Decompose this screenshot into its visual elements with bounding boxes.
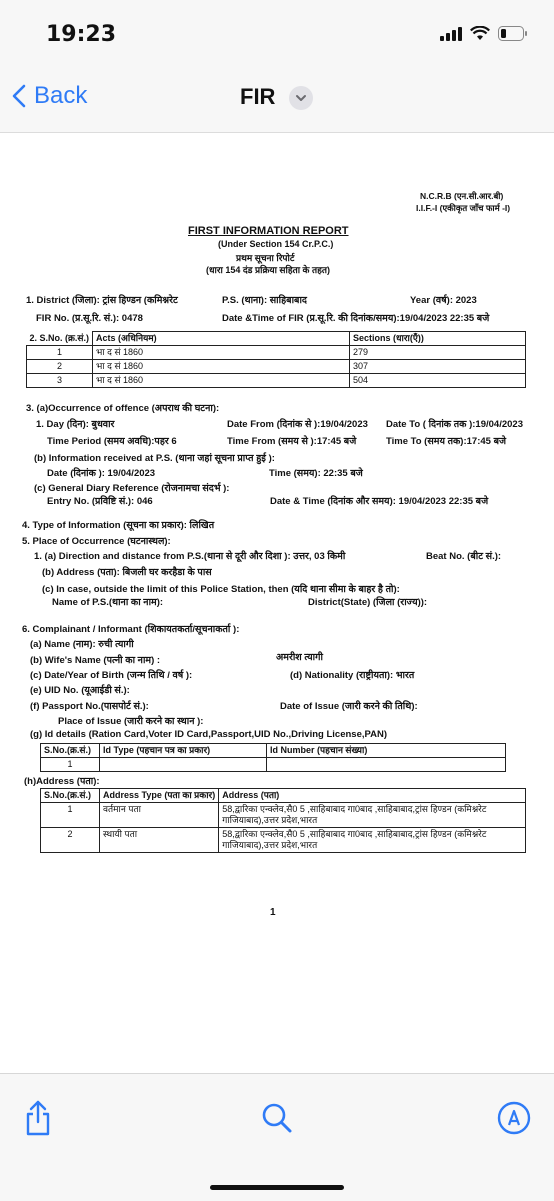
act-cell: भा द सं 1860	[93, 360, 350, 374]
beat-number-field: Beat No. (बीट सं.):	[426, 551, 502, 562]
section-cell: 307	[350, 360, 526, 374]
acts-row	[27, 346, 526, 360]
date-of-issue-field: Date of Issue (जारी करने की तिथि):	[280, 701, 418, 712]
hindi-title: प्रथम सूचना रिपोर्ट	[236, 253, 295, 263]
ncrb-label: N.C.R.B (एन.सी.आर.बी)	[420, 191, 504, 201]
acts-row	[27, 374, 526, 388]
act-cell: भा द सं 1860	[93, 346, 350, 360]
id-type-header: Id Type (पहचान पत्र का प्रकार)	[100, 744, 267, 758]
id-type-cell	[100, 758, 267, 772]
addr-type-header: Address Type (पता का प्रकार)	[100, 789, 219, 803]
wifi-icon	[470, 26, 490, 41]
wife-name-value: अमरीश त्यागी	[276, 652, 323, 663]
complainant-label: 6. Complainant / Informant (शिकायतकर्ता/सूचनाकर्ता ):	[22, 624, 240, 635]
title-menu-button[interactable]	[289, 86, 313, 110]
acts-row	[27, 360, 526, 374]
info-time-field: Time (समय): 22:35 बजे	[269, 468, 363, 479]
search-button[interactable]	[257, 1098, 297, 1138]
address-row	[41, 828, 526, 853]
district-field: 1. District (जिला): ट्रांस हिण्डन (कमिश्नरेट	[26, 295, 178, 306]
addr-sno-cell: 1	[41, 803, 100, 828]
place-of-occurrence-label: 5. Place of Occurrence (घटनास्थल):	[22, 536, 171, 547]
outside-limit-label: (c) In case, outside the limit of this Police Station, then (यदि थाना सीमा के बाहर है तो):	[42, 584, 400, 595]
id-sno-header: S.No.(क्र.सं.)	[41, 744, 100, 758]
act-cell: भा द सं 1860	[93, 374, 350, 388]
section-cell: 504	[350, 374, 526, 388]
time-from-field: Time From (समय से ):17:45 बजे	[227, 436, 357, 447]
date-to-field: Date To ( दिनांक तक ):19/04/2023	[386, 419, 523, 430]
addr-header: Address (पता)	[219, 789, 526, 803]
addr-line: 58,द्वारिका एन्क्लेव,सै0 5 ,साहिबाबाद गा0बाद ,साहिबाबाद,ट्रांस हिण्डन (कमिश्नरेट	[222, 829, 487, 839]
search-icon	[261, 1102, 293, 1134]
entry-number-field: Entry No. (प्रविष्टि सं.): 046	[47, 496, 153, 507]
direction-distance-field: 1. (a) Direction and distance from P.S.(थाना से दूरी और दिशा ): उत्तर, 03 किमी	[34, 551, 346, 562]
iif-label: I.I.F.-I (एकीकृत जाँच फार्म -I)	[416, 203, 511, 213]
markup-icon	[497, 1101, 531, 1135]
addr-line: 58,द्वारिका एन्क्लेव,सै0 5 ,साहिबाबाद गा0बाद ,साहिबाबाद,ट्रांस हिण्डन (कमिश्नरेट	[222, 804, 487, 814]
ps-name-field: Name of P.S.(थाना का नाम):	[52, 597, 164, 608]
occurrence-label: 3. (a)Occurrence of offence (अपराध की घटना):	[26, 403, 220, 414]
chevron-left-icon	[12, 84, 26, 108]
id-details-table	[40, 743, 506, 772]
fir-page	[0, 133, 554, 933]
year-field: Year (वर्ष): 2023	[410, 295, 477, 306]
address-label: (h)Address (पता):	[24, 776, 100, 787]
addr-sno-cell: 2	[41, 828, 100, 853]
place-of-issue-field: Place of Issue (जारी करने का स्थान ):	[58, 716, 204, 727]
hindi-subtitle: (धारा 154 दंड प्रक्रिया सहिता के तहत)	[206, 265, 331, 275]
id-number-cell	[267, 758, 506, 772]
acts-sno-cell: 2	[27, 360, 93, 374]
uid-field: (e) UID No. (यूआईडी सं.):	[30, 685, 130, 696]
document-title: FIR	[240, 84, 276, 109]
home-indicator[interactable]	[210, 1185, 344, 1190]
acts-table	[26, 331, 526, 388]
sections-header: Sections (धारा(एँ))	[350, 332, 526, 346]
addr-cell	[219, 803, 526, 828]
bottom-toolbar	[0, 1073, 554, 1201]
status-bar	[0, 0, 554, 62]
address-table	[40, 788, 526, 853]
addr-sno-header: S.No.(क्र.सं.)	[41, 789, 100, 803]
section-cell: 279	[350, 346, 526, 360]
id-sno-cell: 1	[41, 758, 100, 772]
addr-type-cell: वर्तमान पता	[100, 803, 219, 828]
id-number-header: Id Number (पहचान संख्या)	[267, 744, 506, 758]
time-period-field: Time Period (समय अवधि):पहर 6	[47, 436, 177, 447]
address-header-row	[41, 789, 526, 803]
markup-button[interactable]	[494, 1098, 534, 1138]
share-icon	[24, 1100, 52, 1136]
acts-header: Acts (अधिनियम)	[93, 332, 350, 346]
police-station-field: P.S. (थाना): साहिबाबाद	[222, 295, 307, 306]
id-row	[41, 758, 506, 772]
back-label: Back	[34, 82, 88, 109]
addr-line: गाजियाबाद),उत्तर प्रदेश,भारत	[222, 815, 318, 825]
gd-datetime-field: Date & Time (दिनांक और समय): 19/04/2023 22:35 बजे	[270, 496, 489, 507]
info-received-label: (b) Information received at P.S. (थाना जहां सूचना प्राप्त हुई ):	[34, 453, 275, 464]
share-button[interactable]	[18, 1098, 58, 1138]
id-details-label: (g) Id details (Ration Card,Voter ID Card,Passport,UID No.,Driving License,PAN)	[30, 729, 388, 740]
acts-sno-header: 2. S.No. (क्र.सं.)	[27, 332, 93, 346]
acts-header-row	[27, 332, 526, 346]
type-of-information: 4. Type of Information (सूचना का प्रकार): लिखित	[22, 520, 215, 531]
under-section: (Under Section 154 Cr.P.C.)	[218, 239, 334, 249]
battery-icon	[498, 26, 528, 41]
page-number: 1	[270, 907, 276, 918]
info-date-field: Date (दिनांक ): 19/04/2023	[47, 468, 156, 479]
day-field: 1. Day (दिन): बुधवार	[36, 419, 115, 430]
occurrence-address-field: (b) Address (पता): बिजली घर करहैडा के पास	[42, 567, 212, 578]
acts-sno-cell: 3	[27, 374, 93, 388]
addr-type-cell: स्थायी पता	[100, 828, 219, 853]
chevron-down-icon	[289, 86, 313, 110]
address-row	[41, 803, 526, 828]
nationality-field: (d) Nationality (राष्ट्रीयता): भारत	[290, 670, 415, 681]
document-viewer[interactable]	[0, 133, 554, 1073]
id-header-row	[41, 744, 506, 758]
gd-reference-label: (c) General Diary Reference (रोजनामचा संदर्भ ):	[34, 483, 230, 494]
system-icons	[440, 26, 528, 41]
complainant-name-field: (a) Name (नाम): रुची त्यागी	[30, 639, 134, 650]
navigation-bar	[0, 62, 554, 133]
fir-number-field: FIR No. (प्र.सू.रि. सं.): 0478	[36, 313, 143, 324]
fir-datetime-field: Date &Time of FIR (प्र.सू.रि. की दिनांक/समय):19/04/2023 22:35 बजे	[222, 313, 490, 324]
addr-line: गाजियाबाद),उत्तर प्रदेश,भारत	[222, 840, 318, 850]
date-from-field: Date From (दिनांक से ):19/04/2023	[227, 419, 368, 430]
back-button[interactable]	[12, 82, 87, 110]
district-state-field: District(State) (जिला (राज्य)):	[308, 597, 428, 608]
addr-cell	[219, 828, 526, 853]
passport-field: (f) Passport No.(पासपोर्ट सं.):	[30, 701, 149, 712]
report-heading: FIRST INFORMATION REPORT	[188, 225, 349, 237]
wife-name-label: (b) Wife's Name (पत्नी का नाम) :	[30, 655, 161, 666]
acts-sno-cell: 1	[27, 346, 93, 360]
clock: 19:23	[46, 22, 117, 47]
cellular-signal-icon	[440, 27, 462, 41]
birth-date-field: (c) Date/Year of Birth (जन्म तिथि / वर्ष ):	[30, 670, 193, 681]
time-to-field: Time To (समय तक):17:45 बजे	[386, 436, 507, 447]
